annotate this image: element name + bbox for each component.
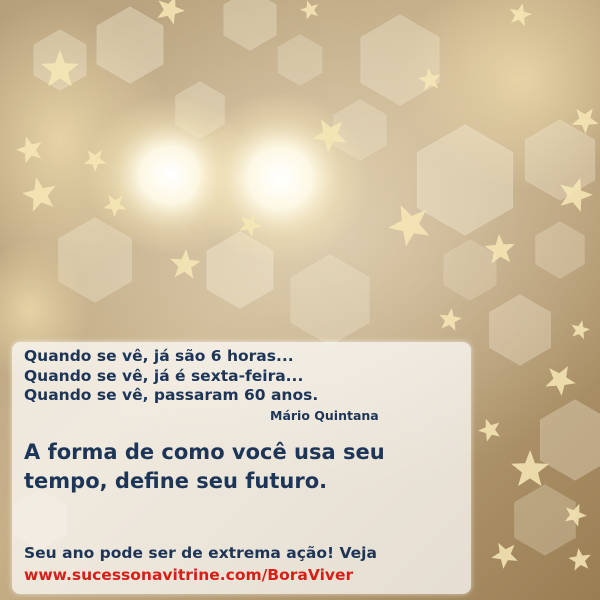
call-to-action: [24, 542, 377, 586]
quote-block: [24, 347, 318, 406]
quote-line: Quando se vê, já é sexta-feira...: [24, 366, 304, 385]
cta-text: Seu ano pode ser de extrema ação! Veja: [24, 544, 377, 562]
headline: [24, 438, 385, 496]
quote-panel: [12, 342, 471, 594]
quote-line: Quando se vê, passaram 60 anos.: [24, 386, 319, 404]
headline-line: A forma de como você usa seu: [24, 440, 385, 464]
quote-line: Quando se vê, já são 6 horas...: [24, 347, 294, 365]
headline-line: tempo, define seu futuro.: [24, 469, 328, 493]
cta-link[interactable]: www.sucessonavitrine.com/BoraViver: [24, 566, 354, 584]
quote-author: Mário Quintana: [270, 408, 379, 423]
